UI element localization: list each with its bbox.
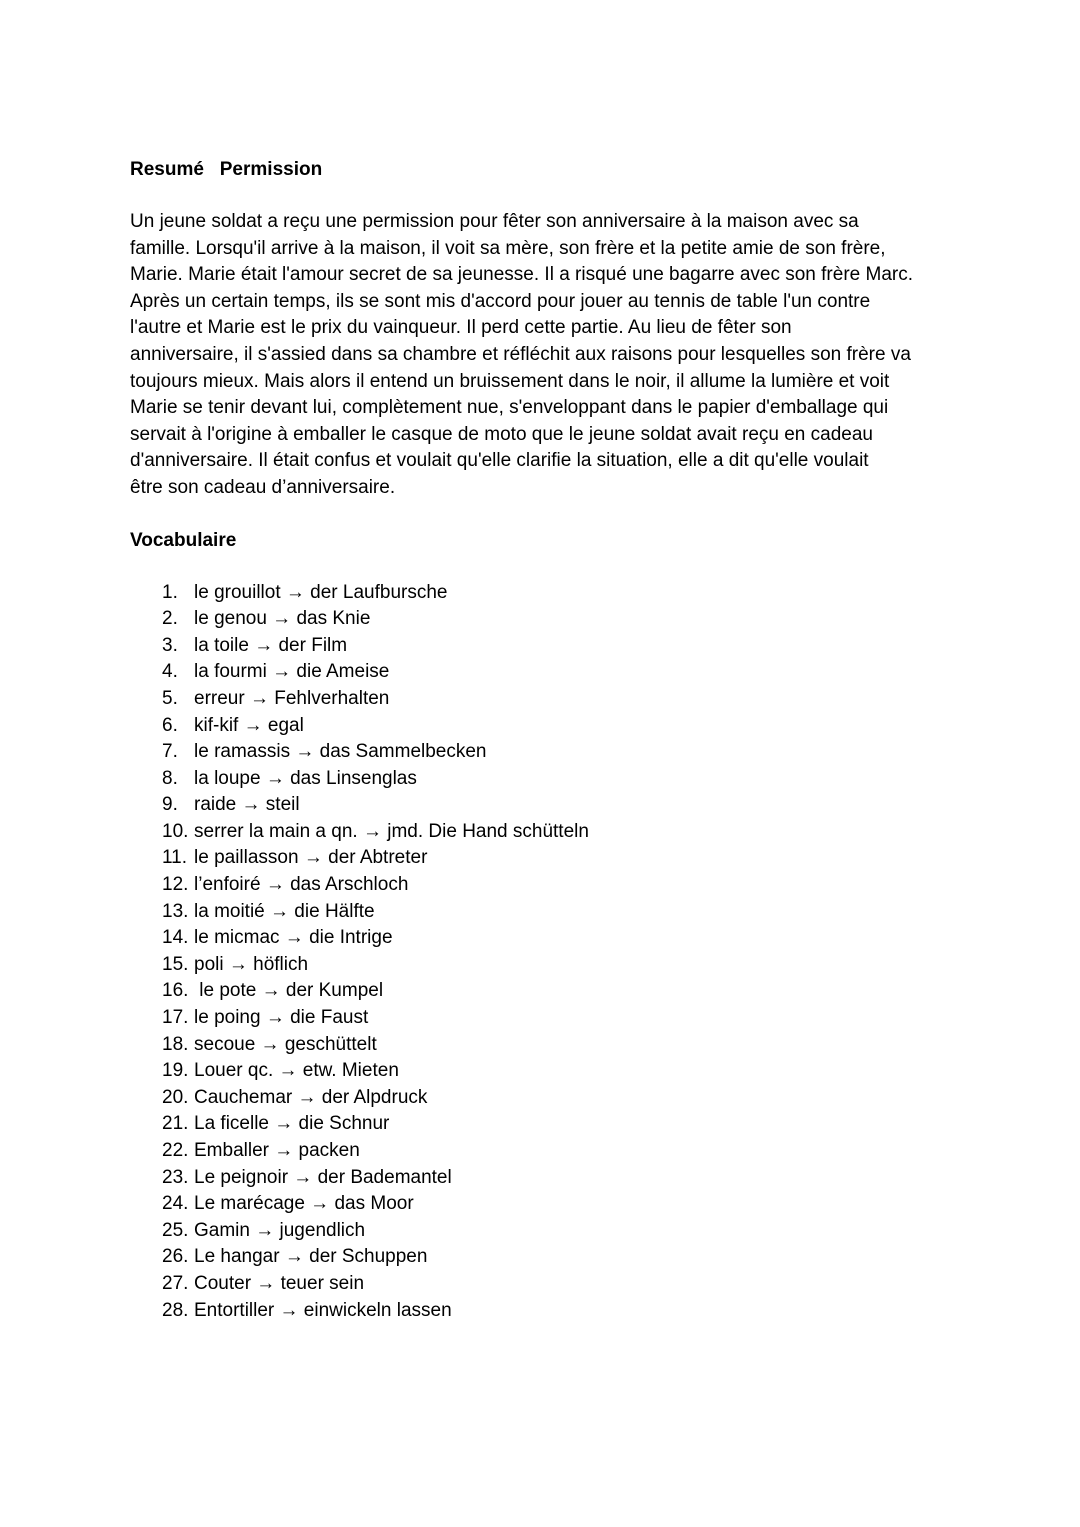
vocab-text: Louer qc. → etw. Mieten <box>194 1060 399 1082</box>
summary-line: Après un certain temps, ils se sont mis d'accord pour jouer au tennis de table l'un contre <box>130 290 871 312</box>
vocab-number: 17. <box>162 1007 189 1029</box>
vocab-item <box>162 686 960 713</box>
vocab-number: 15. <box>162 953 189 975</box>
vocab-number: 18. <box>162 1033 189 1055</box>
summary-line: toujours mieux. Mais alors il entend un bruissement dans le noir, il allume la lumière et voit <box>130 370 890 392</box>
vocab-item <box>162 1165 960 1192</box>
vocab-item <box>162 739 960 766</box>
vocab-item <box>162 952 960 979</box>
summary-line: servait à l'origine à emballer le casque de moto que le jeune soldat avait reçu en cadeau <box>130 423 873 445</box>
vocab-text: secoue → geschüttelt <box>194 1033 377 1055</box>
vocab-text: raide → steil <box>194 794 300 816</box>
vocab-item <box>162 1271 960 1298</box>
vocab-text: le poing → die Faust <box>194 1007 369 1029</box>
vocab-text: Cauchemar → der Alpdruck <box>194 1086 428 1108</box>
vocab-number: 9. <box>162 794 178 816</box>
vocab-item <box>162 1138 960 1165</box>
vocab-text: Emballer → packen <box>194 1140 360 1161</box>
vocab-text: le pote → der Kumpel <box>194 980 384 1002</box>
vocab-number: 2. <box>162 608 178 630</box>
vocab-text: le paillasson → der Abtreter <box>194 847 428 869</box>
vocab-text: l’enfoiré → das Arschloch <box>194 874 409 896</box>
summary-line: Marie se tenir devant lui, complètement nue, s'enveloppant dans le papier d'emballage qui <box>130 397 889 419</box>
vocab-text: serrer la main a qn. → jmd. Die Hand schütteln <box>194 820 589 842</box>
vocab-text: la loupe → das Linsenglas <box>194 767 417 789</box>
vocab-text: poli → höflich <box>194 953 309 975</box>
document-title: Resumé Permission <box>130 159 323 180</box>
vocab-number: 13. <box>162 900 189 922</box>
vocab-text: Le marécage → das Moor <box>194 1193 414 1215</box>
vocab-number: 28. <box>162 1299 189 1321</box>
vocab-number: 8. <box>162 767 178 789</box>
vocab-item <box>162 1244 960 1271</box>
vocab-text: La ficelle → die Schnur <box>194 1113 390 1135</box>
vocab-number: 16. <box>162 980 189 1002</box>
vocabulary-list <box>130 580 960 1325</box>
vocab-item <box>162 925 960 952</box>
vocab-text: Entortiller → einwickeln lassen <box>194 1299 452 1321</box>
vocab-number: 4. <box>162 661 178 683</box>
summary-line: Marie. Marie était l'amour secret de sa jeunesse. Il a risqué une bagarre avec son frère Marc. <box>130 264 913 286</box>
vocab-item <box>162 872 960 899</box>
summary-line: être son cadeau d’anniversaire. <box>130 476 396 498</box>
vocab-text: la toile → der Film <box>194 634 348 656</box>
vocab-number: 1. <box>162 581 178 603</box>
vocab-item <box>162 1218 960 1245</box>
vocab-text: Couter → teuer sein <box>194 1272 365 1294</box>
vocab-text: kif-kif → egal <box>194 714 304 736</box>
vocab-text: Gamin → jugendlich <box>194 1219 366 1241</box>
vocab-number: 7. <box>162 741 178 763</box>
vocab-text: la moitié → die Hälfte <box>194 900 375 922</box>
summary-line: d'anniversaire. Il était confus et voulait qu'elle clarifie la situation, elle a dit qu'elle voulait <box>130 450 869 472</box>
vocab-number: 20. <box>162 1086 189 1108</box>
vocab-item <box>162 792 960 819</box>
vocab-number: 14. <box>162 927 189 949</box>
vocab-item <box>162 1298 960 1325</box>
vocab-number: 6. <box>162 714 178 736</box>
vocab-number: 27. <box>162 1272 189 1294</box>
summary-line: anniversaire, il s'assied dans sa chambre et réfléchit aux raisons pour lesquelles son frère va <box>130 343 911 365</box>
vocab-text: le ramassis → das Sammelbecken <box>194 741 487 763</box>
vocab-text: le micmac → die Intrige <box>194 927 393 949</box>
vocab-number: 22. <box>162 1140 189 1161</box>
summary-line: Un jeune soldat a reçu une permission pour fêter son anniversaire à la maison avec sa <box>130 211 859 232</box>
vocab-number: 3. <box>162 634 178 656</box>
vocab-number: 11. <box>162 847 188 869</box>
vocab-number: 10. <box>162 820 189 842</box>
vocab-number: 25. <box>162 1219 189 1241</box>
vocab-item <box>162 606 960 633</box>
vocab-item <box>162 580 960 607</box>
vocab-text: la fourmi → die Ameise <box>194 661 390 683</box>
vocab-item <box>162 659 960 686</box>
vocab-item <box>162 1191 960 1218</box>
vocab-number: 19. <box>162 1060 189 1082</box>
summary-paragraph <box>130 209 960 502</box>
vocab-text: le grouillot → der Laufbursche <box>194 581 448 603</box>
vocab-item <box>162 1058 960 1085</box>
vocab-item <box>162 899 960 926</box>
vocab-text: Le hangar → der Schuppen <box>194 1246 428 1268</box>
vocab-item <box>162 819 960 846</box>
vocab-item <box>162 845 960 872</box>
vocab-number: 23. <box>162 1166 189 1188</box>
summary-line: l'autre et Marie est le prix du vainqueur. Il perd cette partie. Au lieu de fêter son <box>130 317 792 339</box>
vocab-number: 24. <box>162 1193 189 1215</box>
vocab-item <box>162 1005 960 1032</box>
vocab-item <box>162 766 960 793</box>
vocab-number: 12. <box>162 874 189 896</box>
vocab-item <box>162 978 960 1005</box>
vocab-text: le genou → das Knie <box>194 608 371 630</box>
vocab-number: 21. <box>162 1113 189 1135</box>
vocab-text: erreur → Fehlverhalten <box>194 687 390 709</box>
vocab-text: Le peignoir → der Bademantel <box>194 1166 452 1188</box>
vocab-number: 5. <box>162 687 178 709</box>
vocab-number: 26. <box>162 1246 189 1268</box>
vocab-item <box>162 1085 960 1112</box>
vocab-item <box>162 1032 960 1059</box>
document-page <box>130 156 960 1324</box>
vocab-item <box>162 1111 960 1138</box>
summary-line: famille. Lorsqu'il arrive à la maison, il voit sa mère, son frère et la petite amie de son frère, <box>130 237 886 259</box>
vocabulary-heading: Vocabulaire <box>130 529 237 551</box>
vocab-item <box>162 713 960 740</box>
vocab-item <box>162 633 960 660</box>
